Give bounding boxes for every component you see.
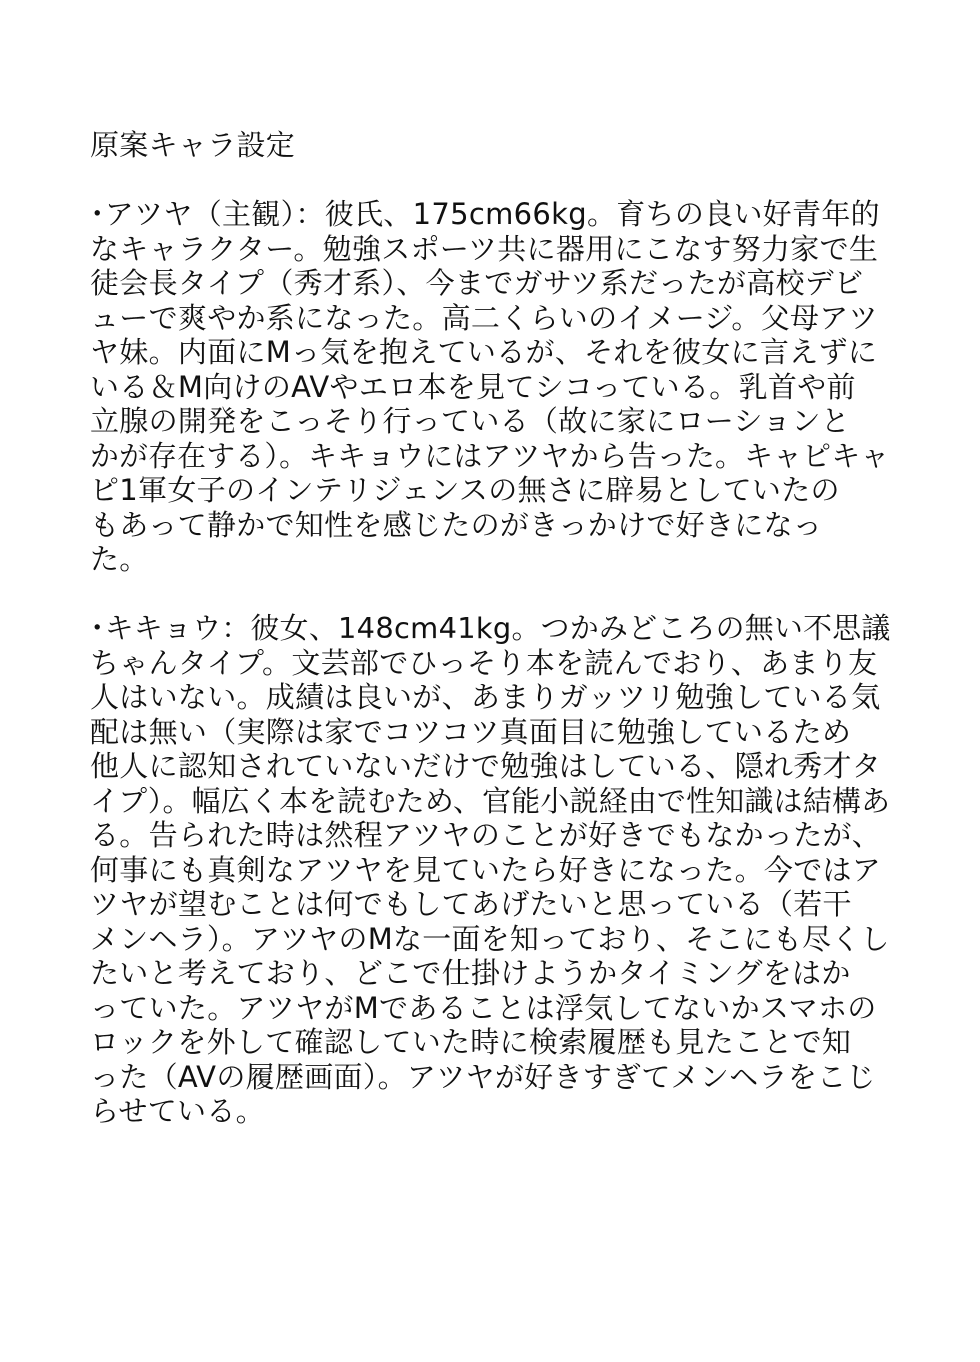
text-line: ピ1軍女子のインテリジェンスの無さに辟易としていたの bbox=[90, 473, 840, 507]
text-line: 他人に認知されていないだけで勉強はしている、隠れ秀才タ bbox=[90, 749, 882, 783]
text-line: ちゃんタイプ。文芸部でひっそり本を読んでおり、あまり友 bbox=[90, 645, 878, 680]
text-line: たいと考えており、どこで仕掛けようかタイミングをはか bbox=[90, 956, 851, 990]
character-section-kikyou bbox=[90, 611, 890, 1129]
text-line: かが存在する）。キキョウにはアツヤから告った。キャピキャ bbox=[90, 438, 890, 473]
text-line: 配は無い（実際は家でコツコツ真面目に勉強しているため bbox=[90, 714, 852, 749]
text-line: た。 bbox=[90, 542, 149, 576]
text-line: る。告られた時は然程アツヤのことが好きでもなかったが、 bbox=[90, 818, 882, 852]
text-line: いる＆M向けのAVやエロ本を見てシコっている。乳首や前 bbox=[90, 369, 856, 404]
text-line: ･アツヤ（主観）：彼氏、175cm66kg。育ちの良い好青年的 bbox=[90, 197, 880, 231]
text-line: ューで爽やか系になった。高二くらいのイメージ。父母アツ bbox=[90, 300, 878, 335]
text-line: 人はいない。成績は良いが、あまりガッツリ勉強している気 bbox=[90, 680, 881, 714]
text-line: らせている。 bbox=[90, 1094, 265, 1128]
text-line: メンヘラ）。アツヤのMな一面を知っており、そこにも尽くし bbox=[90, 921, 890, 956]
text-line: もあって静かで知性を感じたのがきっかけで好きになっ bbox=[90, 507, 823, 542]
document-page bbox=[90, 128, 890, 1163]
text-line: った（AVの履歴画面）。アツヤが好きすぎてメンヘラをこじ bbox=[90, 1059, 876, 1094]
text-line: なキャラクター。勉強スポーツ共に器用にこなす努力家で生 bbox=[90, 231, 879, 266]
text-line: ツヤが望むことは何でもしてあげたいと思っている（若干 bbox=[90, 887, 852, 921]
text-line: 立腺の開発をこっそり行っている（故に家にローションと bbox=[90, 404, 851, 438]
text-line: っていた。アツヤがMであることは浮気してないかスマホの bbox=[90, 990, 877, 1025]
document-title: 原案キャラ設定 bbox=[90, 128, 296, 162]
text-line: イプ）。幅広く本を読むため、官能小説経由で性知識は結構あ bbox=[90, 783, 891, 818]
character-section-atsuya bbox=[90, 197, 890, 577]
text-line: 徒会長タイプ（秀才系）、今までガサツ系だったが高校デビ bbox=[90, 266, 864, 300]
text-line: ･キキョウ：彼女、148cm41kg。つかみどころの無い不思議 bbox=[90, 611, 891, 645]
text-line: ヤ妹。内面にMっ気を抱えているが、それを彼女に言えずに bbox=[90, 335, 878, 369]
text-line: ロックを外して確認していた時に検索履歴も見たことで知 bbox=[90, 1025, 852, 1059]
text-line: 何事にも真剣なアツヤを見ていたら好きになった。今ではア bbox=[90, 852, 882, 887]
